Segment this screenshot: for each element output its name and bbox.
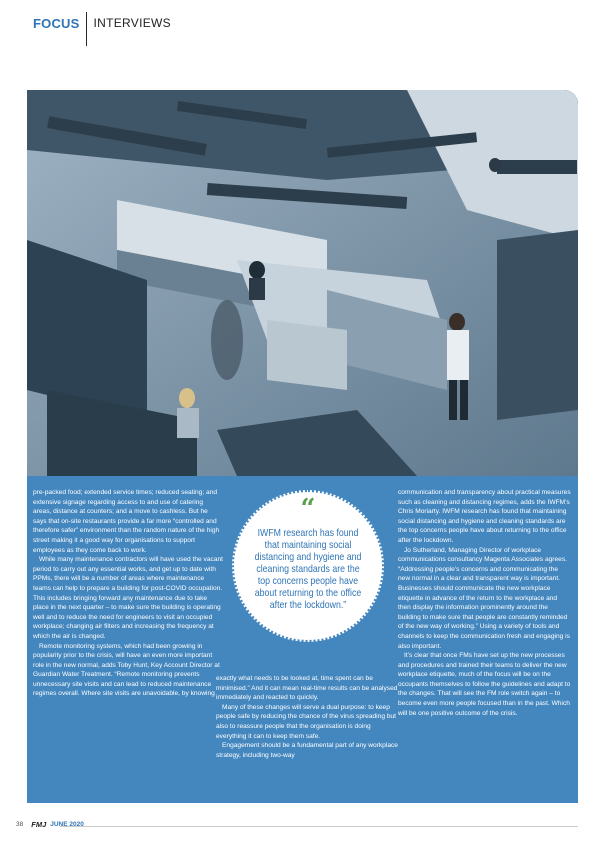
paragraph: Engagement should be a fundamental part of any workplace strategy, including two-way	[216, 742, 398, 759]
issue-date: JUNE 2020	[50, 821, 84, 828]
page-number: 38	[16, 821, 24, 828]
footer-rule	[60, 826, 578, 827]
pull-quote	[232, 490, 384, 642]
paragraph: While many maintenance contractors will have used the vacant period to carry out any essential works, and get up to date with PPMs, there will be a number of areas where maintenance teams can help to prepare a building for post-COVID occupation. This includes bringing forward any maintenance due to take place in the next quarter – to make sure the building is operating well and to reduce the need for engineers to visit an occupied workplace; changing air filters and increasing the frequency at which the air is changed.	[33, 556, 223, 640]
paragraph: Remote monitoring systems, which had been growing in popularity prior to the crisis, will have an even more important role in the new normal, adds Toby Hunt, Key Account Director at Guardian Water Treatment. “Remote monitoring prevents unnecessary site visits and can lead to reduced maintenance regimes overall. Where site visits are unavoidable, by knowing	[33, 642, 220, 698]
section-label: FOCUS	[33, 15, 80, 31]
article-card	[27, 90, 578, 803]
text-column-2	[216, 674, 401, 760]
text-column-1	[33, 488, 223, 699]
paragraph: pre-packed food; extended service times; reduced seating; and extensive signage regarding access to and use of catering areas, distance at counters; and a move to cashless. But he says that on-site restaurants provide a far more “controlled and therefore safer” environment than the random nature of the high street making it a good way for organisations to support employees as they come back to work.	[33, 489, 220, 554]
paragraph: It’s clear that once FMs have set up the new processes and procedures and trained their teams to deliver the new workplace etiquette, much of the focus will be on the occupants themselves to follow the guidelines and adapt to the changes. That will see the FM role switch again – to become even more people focused than in the past. Which will be one positive outcome of the crisis.	[398, 652, 571, 717]
paragraph: exactly what needs to be looked at, time spent can be minimised.” And it can mean real-time results can be analysed immediately and reacted to quickly.	[216, 675, 398, 702]
page-footer	[16, 820, 84, 829]
publication-logo: FMJ	[31, 820, 47, 829]
text-column-3	[398, 488, 571, 718]
paragraph: Jo Sutherland, Managing Director of workplace communications consultancy Magenta Associates agrees. “Addressing people’s concerns and communicating the new normal in a clear and transparent way is important. Businesses should communicate the new workplace etiquette in advance of the return to the workplace and then display the information prominently around the building to make sure that people are constantly reminded of the new way of working.” Using a variety of tools and channels to keep the communication fresh and engaging is also important.	[398, 546, 570, 650]
subsection-label: INTERVIEWS	[93, 16, 171, 30]
office-photo	[27, 90, 578, 476]
pull-quote-text: IWFM research has found that maintaining social distancing and hygiene and cleaning standards are the top concerns people have about returning to the office after the lockdown.”	[254, 528, 362, 611]
paragraph: Many of these changes will serve a dual purpose: to keep people safe by reducing the chance of the virus spreading but also to reassure people that the organisation is doing everything it can to keep them safe.	[216, 703, 396, 740]
paragraph: communication and transparency about practical measures such as cleaning and distancing regimes, adds the IWFM’s Chris Moriarty. IWFM research has found that maintaining social distancing and hygiene and cleaning standards are the top concerns people have about returning to the office after the lockdown.	[398, 489, 571, 544]
header-divider	[86, 12, 87, 46]
page-header	[33, 12, 171, 34]
quote-mark-icon: “	[300, 494, 316, 524]
